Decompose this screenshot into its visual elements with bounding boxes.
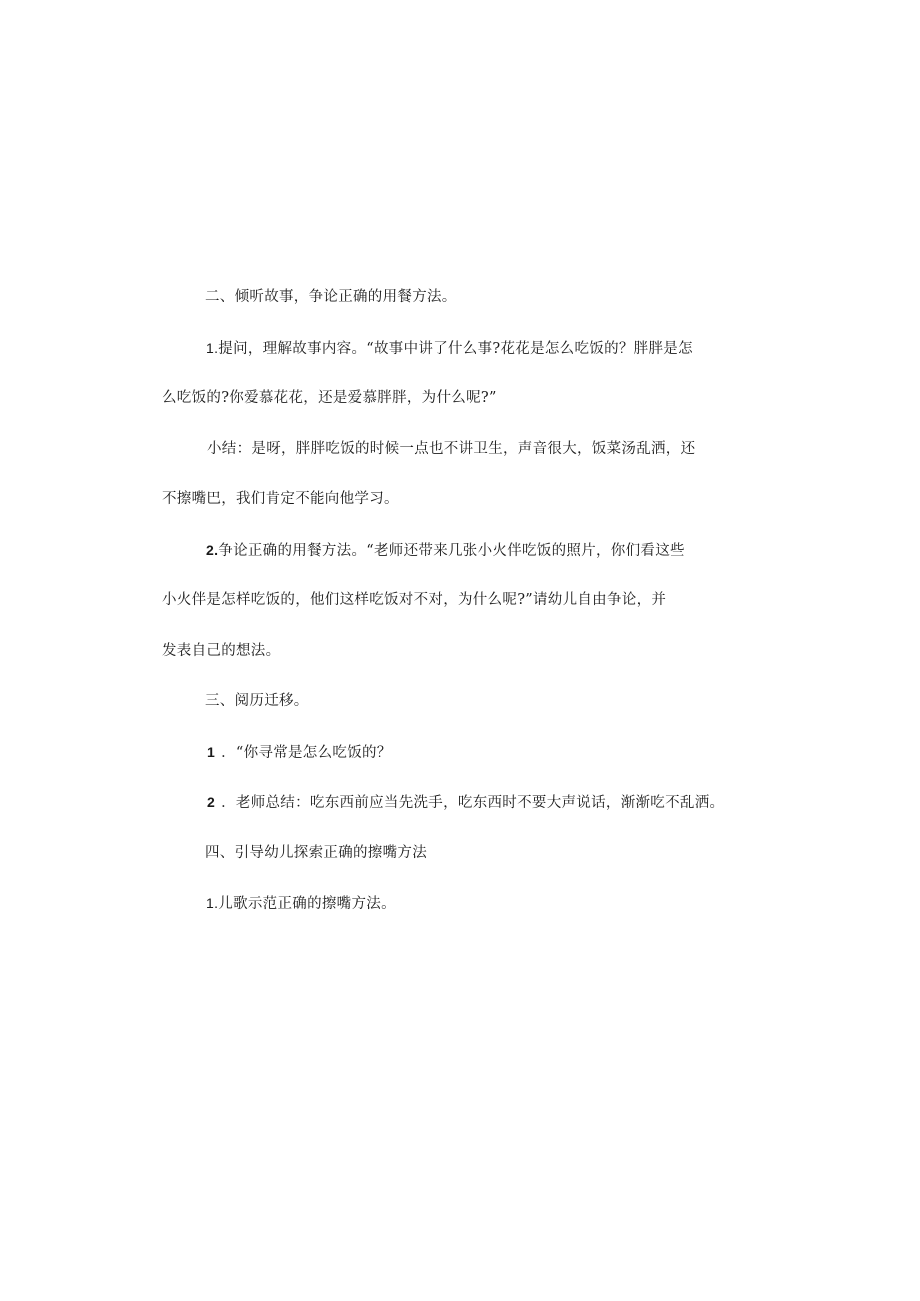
- section-4-heading: [205, 843, 427, 863]
- section-3-item-1: [207, 742, 392, 763]
- section-2-item-1-line-1: [206, 338, 693, 359]
- paragraph-text: 争论正确的用餐方法。“老师还带来几张小火伴吃饭的照片，你们看这些: [218, 543, 685, 559]
- paragraph-text: ．老师总结：吃东西前应当先洗手，吃东西时不要大声说话，渐渐吃不乱洒。: [221, 795, 725, 811]
- paragraph-text: 不擦嘴巴，我们肯定不能向他学习。: [162, 491, 399, 507]
- paragraph-text: ．“你寻常是怎么吃饭的？: [221, 745, 392, 761]
- section-2-heading-text: 二、倾听故事，争论正确的用餐方法。: [205, 289, 457, 305]
- paragraph-text: 小火伴是怎样吃饭的，他们这样吃饭对不对，为什么呢?”请幼儿自由争论，并: [162, 592, 667, 608]
- paragraph-text: 小结：是呀，胖胖吃饭的时候一点也不讲卫生，声音很大，饭菜汤乱洒，还: [207, 441, 696, 457]
- section-2-item-1-line-2: [162, 388, 497, 408]
- paragraph-text: 儿歌示范正确的擦嘴方法。: [218, 896, 396, 912]
- section-3-item-2: [207, 792, 724, 813]
- section-2-heading: [205, 287, 457, 307]
- paragraph-text: 提问，理解故事内容。“故事中讲了什么事?花花是怎么吃饭的？胖胖是怎: [218, 341, 693, 357]
- section-2-item-2-line-2: [162, 590, 666, 610]
- paragraph-text: 么吃饭的?你爱慕花花，还是爱慕胖胖，为什么呢?”: [162, 390, 497, 406]
- section-2-item-2-line-3: [162, 641, 280, 661]
- item-number: 1.: [206, 340, 219, 356]
- section-4-item-1: [206, 893, 396, 914]
- paragraph-text: 发表自己的想法。: [162, 643, 281, 659]
- section-3-heading-text: 三、阅历迁移。: [205, 693, 309, 709]
- item-number: 2: [207, 794, 216, 810]
- section-2-item-2-line-1: [206, 540, 685, 561]
- section-2-summary-line-2: [162, 489, 399, 509]
- section-3-heading: [205, 691, 309, 711]
- item-number: 2.: [206, 542, 219, 558]
- item-number: 1.: [206, 895, 219, 911]
- item-number: 1: [207, 744, 216, 760]
- section-4-heading-text: 四、引导幼儿探索正确的擦嘴方法: [205, 845, 427, 861]
- section-2-summary-line-1: [207, 439, 695, 459]
